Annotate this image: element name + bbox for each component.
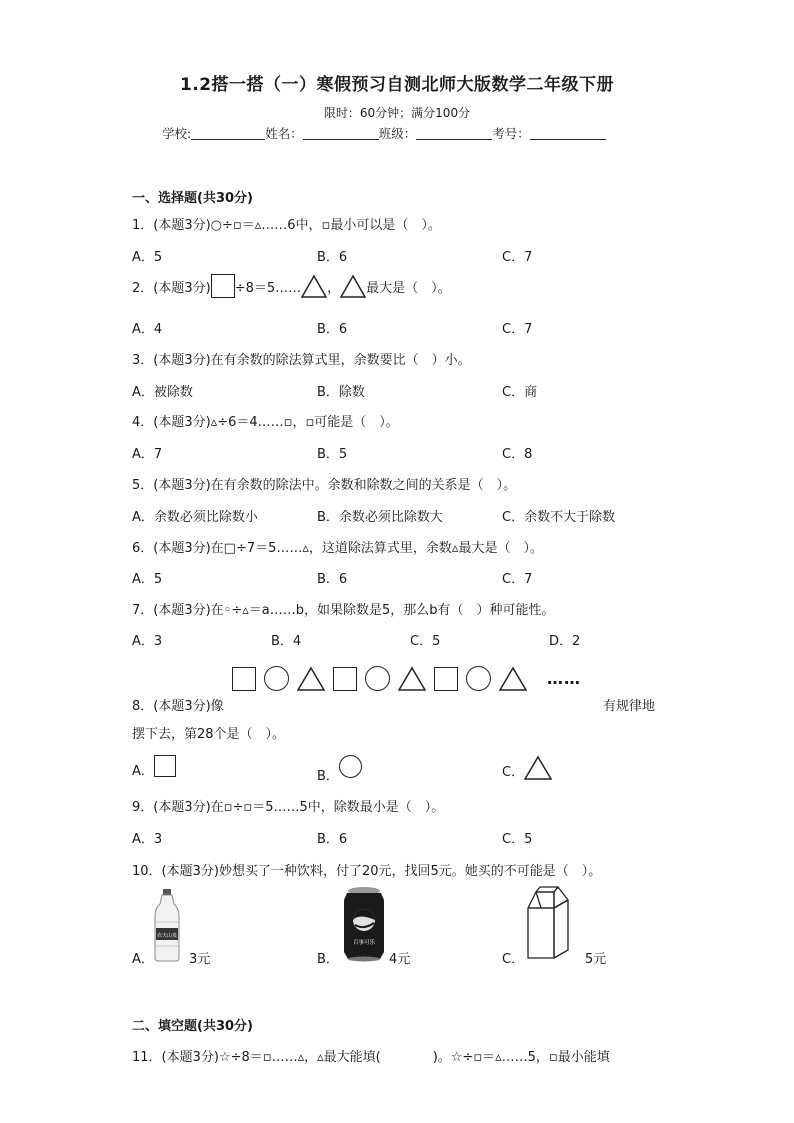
- option-b[interactable]: B．6: [317, 832, 348, 847]
- option-a[interactable]: A．3: [132, 832, 163, 847]
- class-blank[interactable]: [416, 126, 492, 140]
- question-text: 11．(本题3分)☆÷8＝▫……▵，▵最大能填( )。☆÷▫＝▵……5，▫最小能填: [132, 1050, 610, 1065]
- circle-icon: [466, 666, 491, 691]
- option-c[interactable]: C．5: [410, 634, 441, 649]
- option-a[interactable]: A．7: [132, 447, 163, 462]
- option-a[interactable]: A．被除数: [132, 385, 193, 400]
- option-c[interactable]: C．7: [502, 322, 533, 337]
- triangle-icon: [398, 666, 426, 691]
- option-a[interactable]: A．5: [132, 250, 163, 265]
- option-a[interactable]: A．4: [132, 322, 163, 337]
- option-a[interactable]: A．余数必须比除数小: [132, 510, 258, 525]
- school-blank[interactable]: [191, 126, 265, 140]
- section-title: 二、填空题(共30分): [132, 1019, 253, 1034]
- triangle-icon: [340, 274, 366, 298]
- soda-can-icon: [342, 886, 386, 962]
- question-text-line2: 摆下去，第28个是（ ）。: [132, 727, 286, 742]
- square-icon: [232, 667, 256, 691]
- option-b[interactable]: B．余数必须比除数大: [317, 510, 443, 525]
- option-c[interactable]: C．8: [502, 447, 533, 462]
- bottle-label: 农夫山泉: [156, 933, 178, 939]
- option-b[interactable]: B．: [317, 952, 339, 967]
- question-text-cont: 有规律地: [603, 699, 656, 714]
- section-title: 一、选择题(共30分): [132, 191, 253, 206]
- page-subtitle: 限时：60分钟；满分100分: [323, 106, 471, 120]
- circle-icon: [365, 666, 390, 691]
- question-text: 7．(本题3分)在◦÷▵＝a……b，如果除数是5，那么b有（ ）种可能性。: [132, 603, 555, 618]
- option-c[interactable]: C．: [502, 952, 525, 967]
- question-text: 2．(本题3分) ÷8＝5…… ， 最大是（ ）。: [132, 274, 451, 298]
- option-a[interactable]: A．5: [132, 572, 163, 587]
- option-b[interactable]: B．除数: [317, 385, 365, 400]
- option-a[interactable]: A．3: [132, 634, 163, 649]
- triangle-icon: [297, 666, 325, 691]
- option-b[interactable]: B．5: [317, 447, 348, 462]
- student-info-line: [162, 124, 606, 142]
- square-icon: [154, 755, 176, 777]
- option-d[interactable]: D．2: [549, 634, 581, 649]
- price-b: 4元: [389, 952, 411, 967]
- triangle-icon: [524, 755, 552, 780]
- circle-icon: [339, 755, 362, 778]
- option-a[interactable]: A．: [132, 952, 154, 967]
- shape-sequence: [232, 666, 581, 691]
- option-c[interactable]: C．7: [502, 572, 533, 587]
- milk-carton-icon: [524, 886, 572, 960]
- option-b[interactable]: B．6: [317, 322, 348, 337]
- option-b[interactable]: B．6: [317, 572, 348, 587]
- square-icon: [434, 667, 458, 691]
- option-c[interactable]: C．: [502, 755, 552, 780]
- question-text: 4．(本题3分)▵÷6＝4……▫，▫可能是（ ）。: [132, 415, 399, 430]
- name-blank[interactable]: [303, 126, 379, 140]
- price-a: 3元: [189, 952, 211, 967]
- name-label: 姓名：: [265, 126, 303, 141]
- question-text: 5．(本题3分)在有余数的除法中。余数和除数之间的关系是（ ）。: [132, 478, 517, 493]
- option-c[interactable]: C．余数不大于除数: [502, 510, 616, 525]
- square-icon: [211, 274, 235, 298]
- ellipsis-dots: ……: [547, 669, 581, 688]
- school-label: 学校:: [162, 126, 192, 141]
- question-text: 1．(本题3分)○÷▫＝▵……6中，▫最小可以是（ ）。: [132, 218, 441, 233]
- triangle-icon: [301, 274, 327, 298]
- question-text: 8．(本题3分)像: [132, 699, 224, 714]
- page-title: 1.2搭一搭（一）寒假预习自测北师大版数学二年级下册: [179, 75, 615, 95]
- triangle-icon: [499, 666, 527, 691]
- option-c[interactable]: C．7: [502, 250, 533, 265]
- option-a[interactable]: A．: [132, 755, 176, 779]
- can-label: 百事可乐: [352, 940, 376, 946]
- option-c[interactable]: C．5: [502, 832, 533, 847]
- option-b[interactable]: B．: [317, 755, 362, 784]
- option-b[interactable]: B．4: [271, 634, 302, 649]
- question-text: 10．(本题3分)妙想买了一种饮料，付了20元，找回5元。她买的不可能是（ ）。: [132, 864, 602, 879]
- exam-no-label: 考号：: [492, 126, 530, 141]
- exam-no-blank[interactable]: [530, 126, 606, 140]
- question-text: 3．(本题3分)在有余数的除法算式里，余数要比（ ）小。: [132, 353, 471, 368]
- circle-icon: [264, 666, 289, 691]
- option-b[interactable]: B．6: [317, 250, 348, 265]
- square-icon: [333, 667, 357, 691]
- question-text: 6．(本题3分)在□÷7＝5……▵，这道除法算式里，余数▵最大是（ ）。: [132, 541, 543, 556]
- class-label: 班级：: [378, 126, 417, 141]
- price-c: 5元: [585, 952, 607, 967]
- question-text: 9．(本题3分)在▫÷▫＝5……5中，除数最小是（ ）。: [132, 800, 445, 815]
- option-c[interactable]: C．商: [502, 385, 538, 400]
- water-bottle-icon: [152, 888, 182, 962]
